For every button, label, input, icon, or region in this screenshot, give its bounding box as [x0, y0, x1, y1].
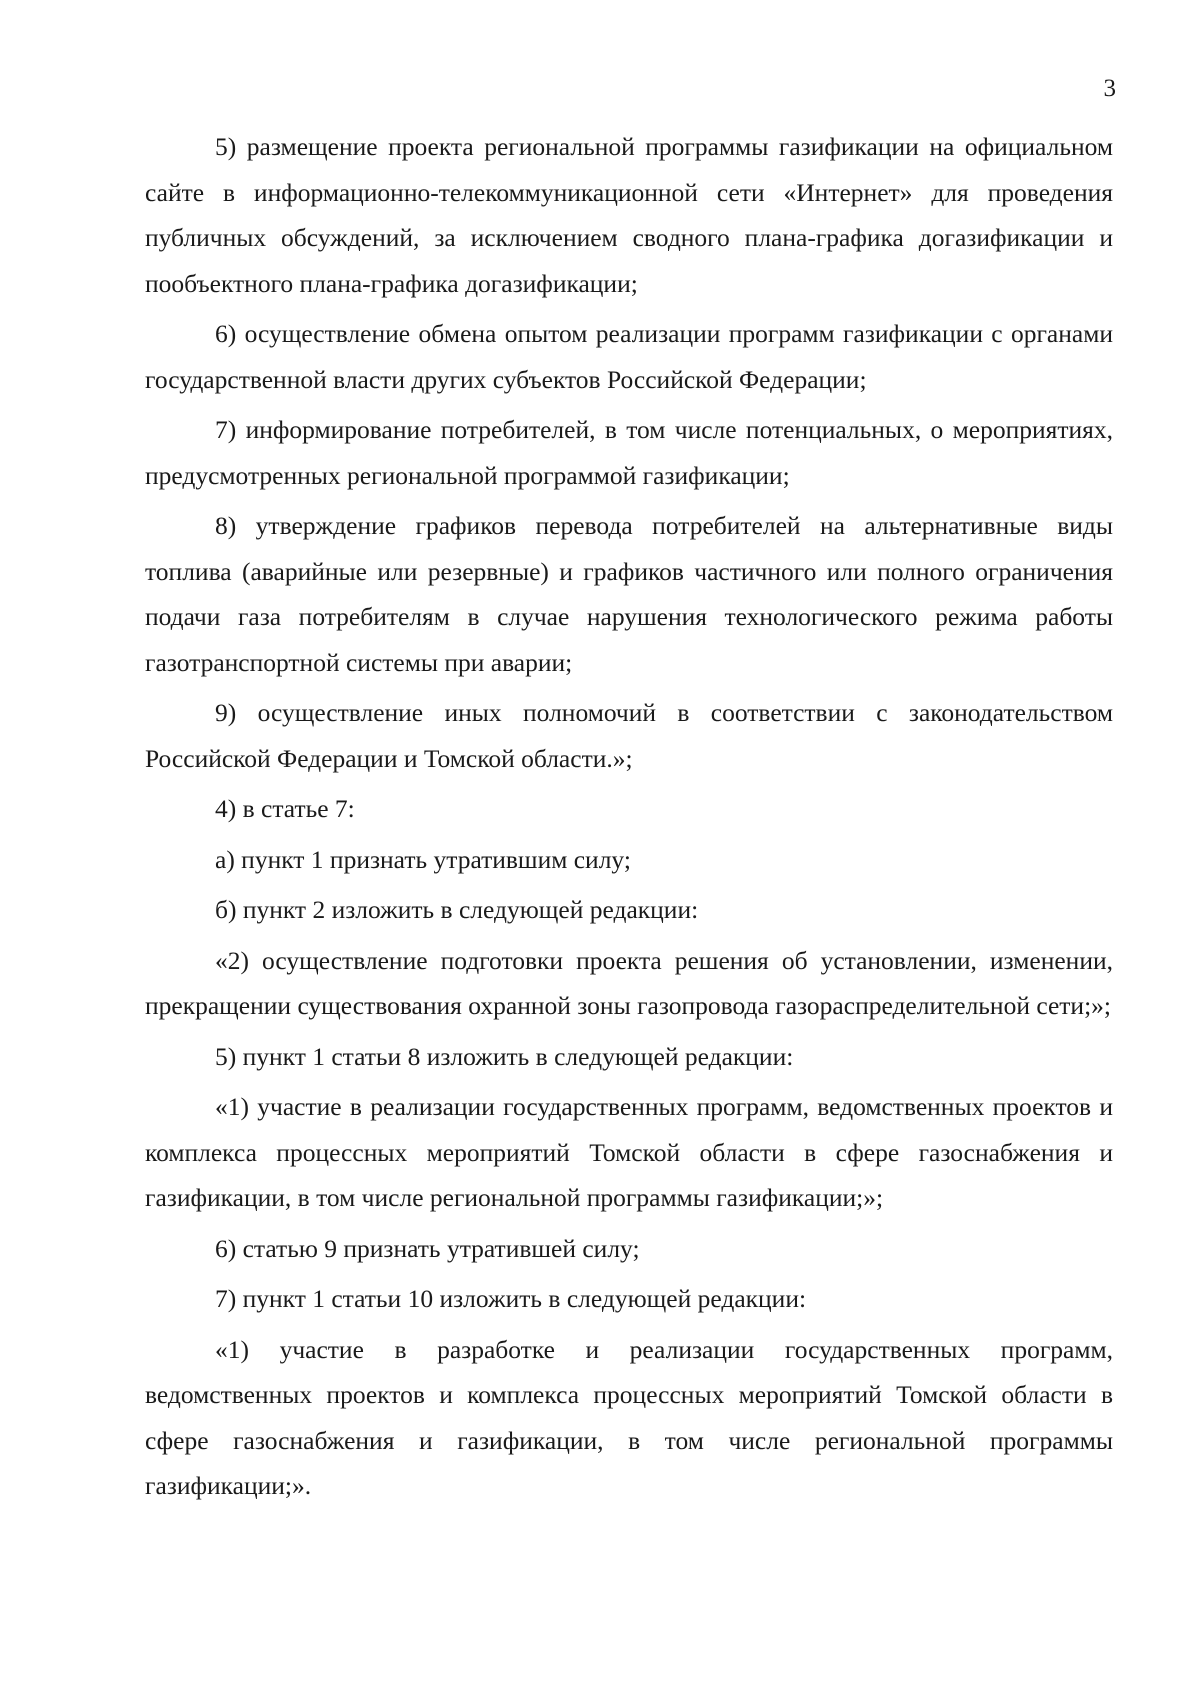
paragraph-quoted-item-1-article-8: «1) участие в реализации государственных программ, ведомственных проектов и комплекса процессных мероприятий Томской области в сфере газоснабжения и газификации, в том числе региональной программы газификации;»;: [145, 1092, 1113, 1212]
paragraph-subpoint-b: б) пункт 2 изложить в следующей редакции:: [215, 895, 699, 924]
paragraph-amendment-7: 7) пункт 1 статьи 10 изложить в следующей редакции:: [215, 1284, 807, 1313]
page-number: 3: [1103, 75, 1116, 102]
paragraph-item-7: 7) информирование потребителей, в том числе потенциальных, о мероприятиях, предусмотренных региональной программой газификации;: [145, 415, 1113, 490]
paragraph-item-6: 6) осуществление обмена опытом реализации программ газификации с органами государственной власти других субъектов Российской Федерации;: [145, 319, 1113, 394]
paragraph-amendment-6: 6) статью 9 признать утратившей силу;: [215, 1233, 640, 1263]
paragraph-quoted-item-1-article-10: «1) участие в разработке и реализации государственных программ, ведомственных проектов и комплекса процессных мероприятий Томской области в сфере газоснабжения и газификации, в том числе региональной программы газификации;».: [145, 1334, 1113, 1500]
paragraph-amendment-5: 5) пункт 1 статьи 8 изложить в следующей редакции:: [215, 1041, 794, 1071]
paragraph-item-8: 8) утверждение графиков перевода потребителей на альтернативные виды топлива (аварийные или резервные) и графиков частичного или полного ограничения подачи газа потребителям в случае нарушения технологического режима работы газотранспортной системы при аварии;: [145, 511, 1113, 677]
paragraph-amendment-4: 4) в статье 7:: [215, 794, 355, 823]
document-body: [145, 124, 1113, 1514]
paragraph-item-9: 9) осуществление иных полномочий в соответствии с законодательством Российской Федерации и Томской области.»;: [145, 698, 1113, 773]
paragraph-item-5: 5) размещение проекта региональной программы газификации на официальном сайте в информационно-телекоммуникационной сети «Интернет» для проведения публичных обсуждений, за исключением сводного плана-графика догазификации и пообъектного плана-графика догазификации;: [145, 132, 1113, 298]
paragraph-subpoint-a: а) пункт 1 признать утратившим силу;: [215, 844, 631, 874]
paragraph-quoted-item-2: «2) осуществление подготовки проекта решения об установлении, изменении, прекращении существования охранной зоны газопровода газораспределительной сети;»;: [145, 945, 1113, 1020]
